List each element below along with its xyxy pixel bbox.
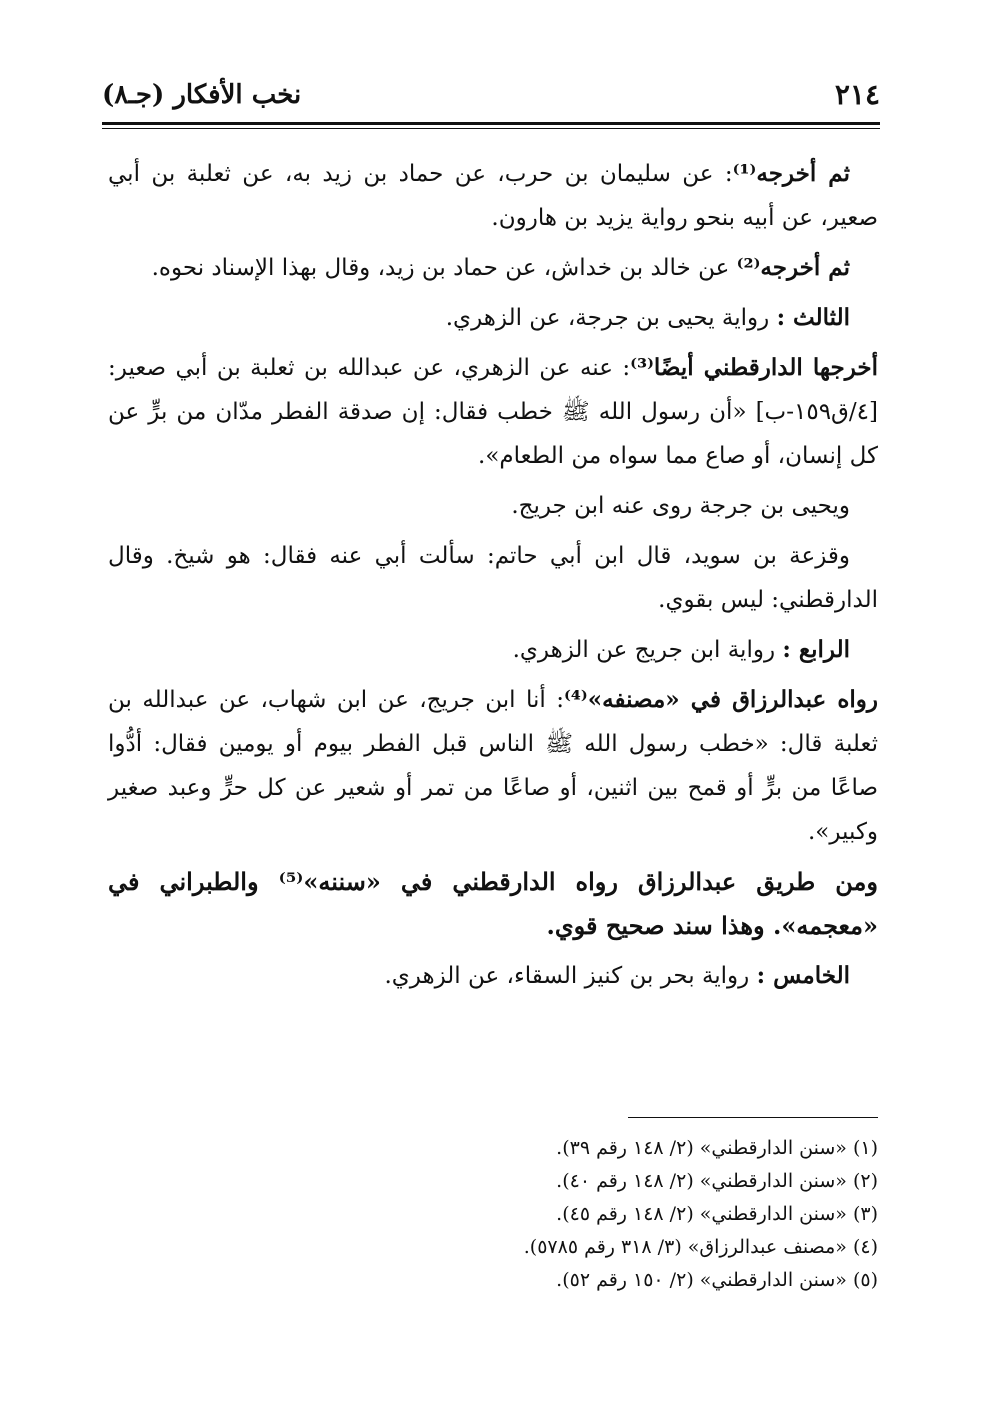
paragraph-text: ويحيى بن جرجة روى عنه ابن جريج. bbox=[511, 493, 850, 519]
paragraph-lead: الخامس : bbox=[756, 962, 850, 989]
paragraph-lead: ثم أخرجه⁽²⁾ bbox=[736, 254, 850, 281]
paragraph-text: : عن سليمان بن حرب، عن حماد بن زيد به، عن ثعلبة بن أبي صعير، عن أبيه بنحو رواية يزيد بن هارون. bbox=[108, 161, 878, 231]
paragraph-text: : أنا ابن جريج، عن ابن شهاب، عن عبدالله بن ثعلبة قال: «خطب رسول الله ﷺ الناس قبل الفطر بيوم أو يومين فقال: أدُّوا صاعًا من برٍّ أو قمح بين اثنين، أو صاعًا من تمر أو شعير عن كل حرٍّ وعبد صغير وكبير». bbox=[108, 687, 878, 845]
paragraph bbox=[108, 954, 878, 998]
paragraph bbox=[108, 678, 878, 854]
footnote: (٢) «سنن الدارقطني» (٢/ ١٤٨ رقم ٤٠). bbox=[556, 1170, 878, 1192]
paragraph-text: رواية يحيى بن جرجة، عن الزهري. bbox=[445, 305, 777, 331]
paragraph-text: عن خالد بن خداش، عن حماد بن زيد، وقال بهذا الإسناد نحوه. bbox=[151, 255, 737, 281]
footnotes bbox=[278, 1132, 878, 1297]
footnote: (٣) «سنن الدارقطني» (٢/ ١٤٨ رقم ٤٥). bbox=[556, 1203, 878, 1225]
running-header bbox=[102, 78, 880, 118]
book-title: نخب الأفكار (جـ٨) bbox=[102, 80, 302, 110]
page-number: ٢١٤ bbox=[834, 78, 880, 111]
footnote: (٥) «سنن الدارقطني» (٢/ ١٥٠ رقم ٥٢). bbox=[556, 1269, 878, 1291]
paragraph-lead: الثالث : bbox=[776, 304, 850, 331]
footnote-separator bbox=[628, 1117, 878, 1118]
paragraph bbox=[108, 484, 878, 528]
footnote: (١) «سنن الدارقطني» (٢/ ١٤٨ رقم ٣٩). bbox=[556, 1137, 878, 1159]
paragraph-text: ومن طريق عبدالرزاق رواه الدارقطني في «سننه»⁽⁵⁾ والطبراني في «معجمه». وهذا سند صحيح قوي. bbox=[108, 867, 878, 940]
paragraph bbox=[108, 246, 878, 290]
paragraph-lead: الرابع : bbox=[782, 636, 850, 663]
paragraph-lead: رواه عبدالرزاق في «مصنفه»⁽⁴⁾ bbox=[563, 686, 879, 713]
paragraph-lead: أخرجها الدارقطني أيضًا⁽³⁾ bbox=[630, 354, 878, 381]
header-rule-thin bbox=[102, 128, 880, 129]
paragraph-text: : عنه عن الزهري، عن عبدالله بن ثعلبة بن أبي صعير: [٤/ق١٥٩-ب] «أن رسول الله ﷺ خطب فقال: إن صدقة الفطر مدّان من برٍّ عن كل إنسان، أو صاع مما سواه من الطعام». bbox=[108, 355, 878, 469]
paragraph-text: وقزعة بن سويد، قال ابن أبي حاتم: سألت أبي عنه فقال: هو شيخ. وقال الدارقطني: ليس بقوي. bbox=[108, 543, 878, 613]
paragraph bbox=[108, 628, 878, 672]
paragraph-text: رواية ابن جريج عن الزهري. bbox=[512, 637, 783, 663]
main-text bbox=[108, 152, 878, 1004]
paragraph bbox=[108, 296, 878, 340]
paragraph bbox=[108, 346, 878, 478]
paragraph bbox=[108, 860, 878, 948]
paragraph-lead: ثم أخرجه⁽¹⁾ bbox=[732, 160, 850, 187]
paragraph-text: رواية بحر بن كنيز السقاء، عن الزهري. bbox=[384, 963, 757, 989]
footnote: (٤) «مصنف عبدالرزاق» (٣/ ٣١٨ رقم ٥٧٨٥). bbox=[523, 1236, 878, 1258]
header-rule bbox=[102, 122, 880, 125]
paragraph bbox=[108, 534, 878, 622]
paragraph bbox=[108, 152, 878, 240]
